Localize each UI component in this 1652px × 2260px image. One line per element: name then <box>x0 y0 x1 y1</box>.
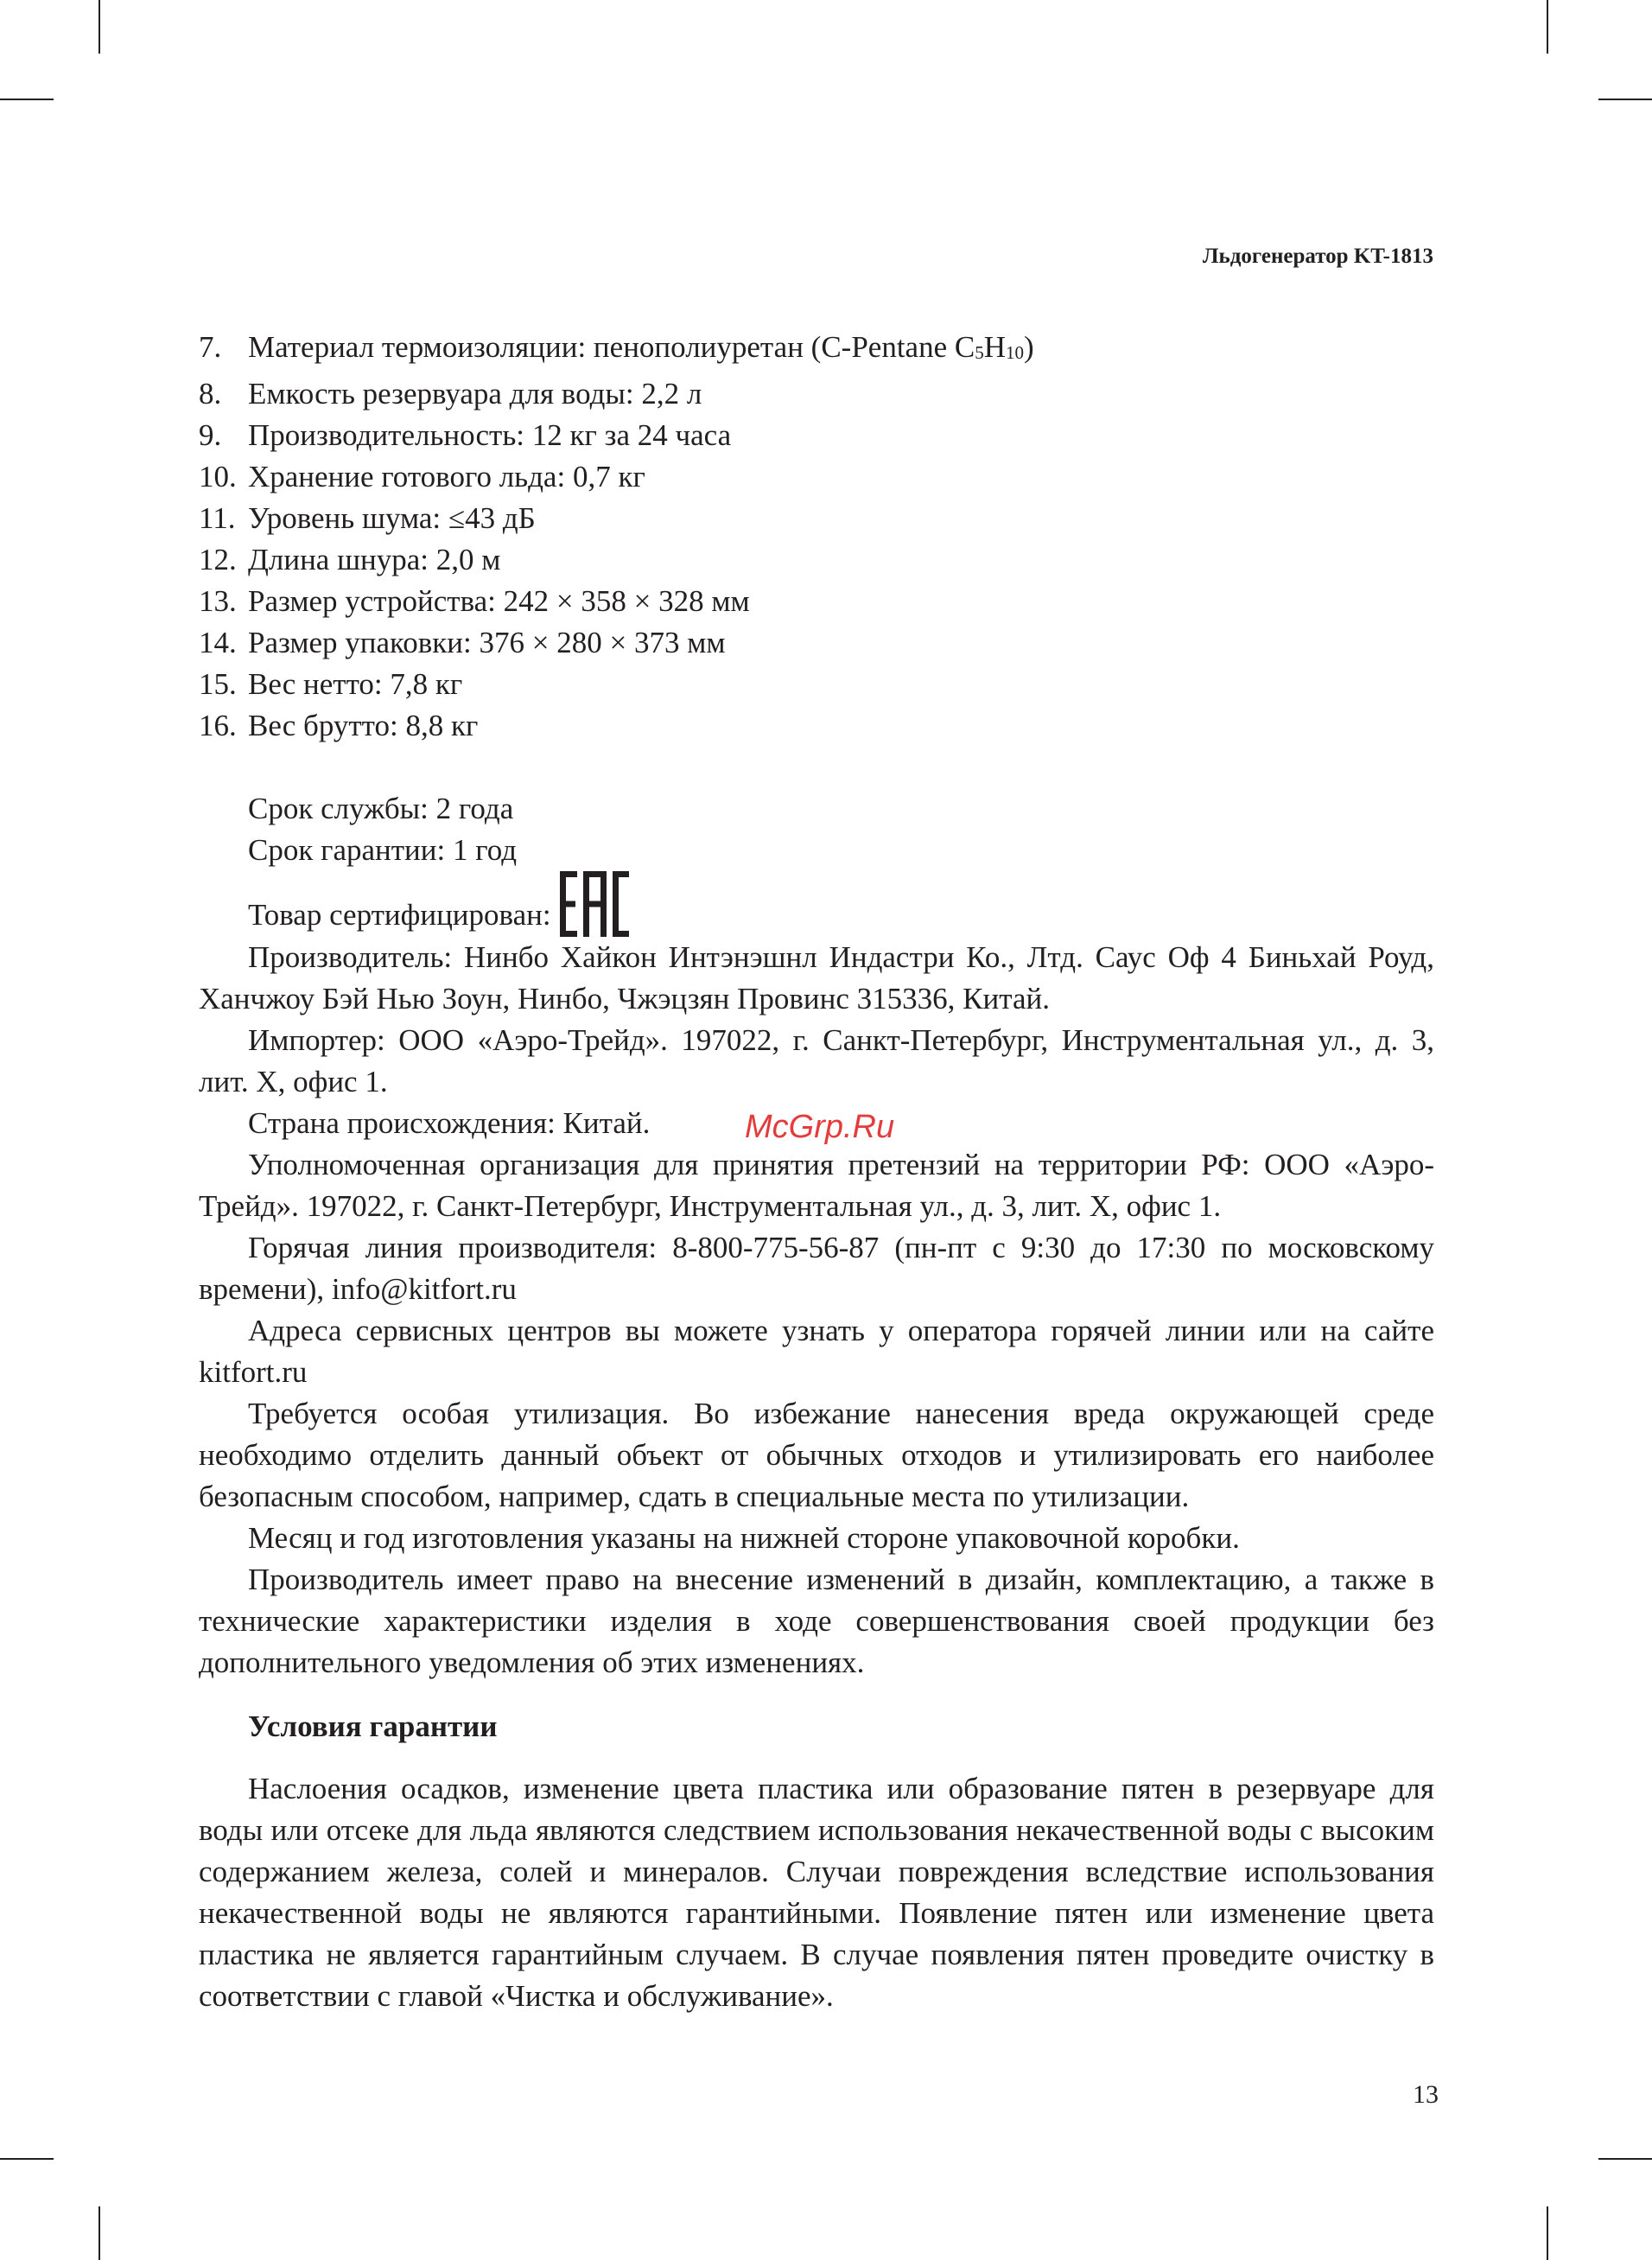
spec-item-package-size <box>199 622 1434 664</box>
spec-text: Материал термоизоляции: пенополиуретан (C-Pentane $C_5H_{10}$) <box>248 330 1034 364</box>
crop-mark-top-left-horizontal <box>0 99 54 100</box>
warranty-paragraph: Наслоения осадков, изменение цвета пластика или образование пятен в резервуаре для воды или отсеке для льда являются следствием использования некачественной воды с высоким содержанием железа, солей и минералов. Случаи повреждения вследствие использования некачественной воды не являются гарантийными. Появление пятен или изменение цвета пластика не является гарантийным случаем. В случае появления пятен проведите очистку в соответствии с главой «Чистка и обслуживание». <box>199 1772 1434 2013</box>
spec-item-cord-length <box>199 539 1434 581</box>
spec-list <box>199 327 1434 747</box>
spec-item-ice-storage <box>199 456 1434 498</box>
spec-number: 7. <box>199 330 222 364</box>
spec-number: 13. <box>199 584 237 618</box>
spec-item-tank-capacity <box>199 373 1434 415</box>
changes-paragraph: Производитель имеет право на внесение изменений в дизайн, комплектацию, а также в технические характеристики изделия в ходе совершенствования своей продукции без дополнительного уведомления об этих изменениях. <box>199 1563 1434 1679</box>
eac-certification-icon <box>560 871 629 937</box>
spec-text: Вес нетто: 7,8 кг <box>248 667 463 701</box>
watermark: McGrp.Ru <box>745 1109 895 1145</box>
spec-text: Вес брутто: 8,8 кг <box>248 709 479 742</box>
spec-item-net-weight <box>199 664 1434 705</box>
spec-number: 9. <box>199 418 222 452</box>
warranty-term: Срок гарантии: 1 год <box>248 833 518 867</box>
authorized-organization-paragraph: Уполномоченная организация для принятия претензий на территории РФ: ООО «Аэро-Трейд». 197022, г. Санкт-Петербург, Инструментальная ул., д. 3, лит. Х, офис 1. <box>199 1148 1434 1223</box>
spec-number: 15. <box>199 667 237 701</box>
disposal-paragraph: Требуется особая утилизация. Во избежание нанесения вреда окружающей среде необходимо отделить данный объект от обычных отходов и утилизировать его наиболее безопасным способом, например, сдать в специальные места по утилизации. <box>199 1397 1434 1513</box>
spec-text: Хранение готового льда: 0,7 кг <box>248 460 645 493</box>
crop-mark-top-left-vertical <box>98 0 100 54</box>
service-centers-paragraph: Адреса сервисных центров вы можете узнать у оператора горячей линии или на сайте kitfort.ru <box>199 1314 1434 1389</box>
running-header: Льдогенератор KT-1813 <box>1202 245 1433 268</box>
spec-item-noise <box>199 498 1434 539</box>
spec-text: Размер упаковки: 376 × 280 × 373 мм <box>248 626 726 659</box>
page-number: 13 <box>1413 2080 1439 2109</box>
spec-item-insulation <box>199 327 1434 373</box>
spec-number: 14. <box>199 626 237 659</box>
service-life: Срок службы: 2 года <box>248 792 514 825</box>
spec-number: 8. <box>199 377 222 411</box>
manufacturer-paragraph: Производитель: Нинбо Хайкон Интэнэшнл Индастри Ко., Лтд. Саус Оф 4 Биньхай Роуд, Ханчжоу Бэй Нью Зоун, Нинбо, Чжэцзян Провинс 315336, Китай. <box>199 940 1434 1015</box>
spec-number: 12. <box>199 543 237 576</box>
warranty-section-title: Условия гарантии <box>248 1709 498 1743</box>
crop-mark-bottom-right-vertical <box>1547 2206 1548 2260</box>
spec-item-device-size <box>199 581 1434 622</box>
spec-number: 16. <box>199 709 237 742</box>
crop-mark-bottom-left-horizontal <box>0 2158 54 2160</box>
spec-text: Емкость резервуара для воды: 2,2 л <box>248 377 702 411</box>
spec-text: Длина шнура: 2,0 м <box>248 543 501 576</box>
spec-text: Производительность: 12 кг за 24 часа <box>248 418 732 452</box>
crop-mark-top-right-horizontal <box>1598 99 1652 100</box>
spec-number: 10. <box>199 460 237 493</box>
spec-text: Уровень шума: ≤43 дБ <box>248 501 536 535</box>
certification-line <box>199 871 1434 937</box>
certified-label: Товар сертифицирован: <box>248 898 551 932</box>
origin-country: Страна происхождения: Китай. <box>248 1106 651 1140</box>
crop-mark-bottom-left-vertical <box>98 2206 100 2260</box>
hotline-paragraph: Горячая линия производителя: 8-800-775-56-87 (пн-пт с 9:30 до 17:30 по московскому времени), info@kitfort.ru <box>199 1231 1434 1306</box>
spec-item-performance <box>199 415 1434 456</box>
spec-item-gross-weight <box>199 705 1434 747</box>
production-date: Месяц и год изготовления указаны на нижней стороне упаковочной коробки. <box>248 1521 1240 1555</box>
spec-number: 11. <box>199 501 236 535</box>
crop-mark-top-right-vertical <box>1547 0 1548 54</box>
page-content <box>199 327 1434 2017</box>
spec-text: Размер устройства: 242 × 358 × 328 мм <box>248 584 750 618</box>
importer-paragraph: Импортер: ООО «Аэро-Трейд». 197022, г. Санкт-Петербург, Инструментальная ул., д. 3, лит. Х, офис 1. <box>199 1023 1434 1098</box>
crop-mark-bottom-right-horizontal <box>1598 2158 1652 2160</box>
